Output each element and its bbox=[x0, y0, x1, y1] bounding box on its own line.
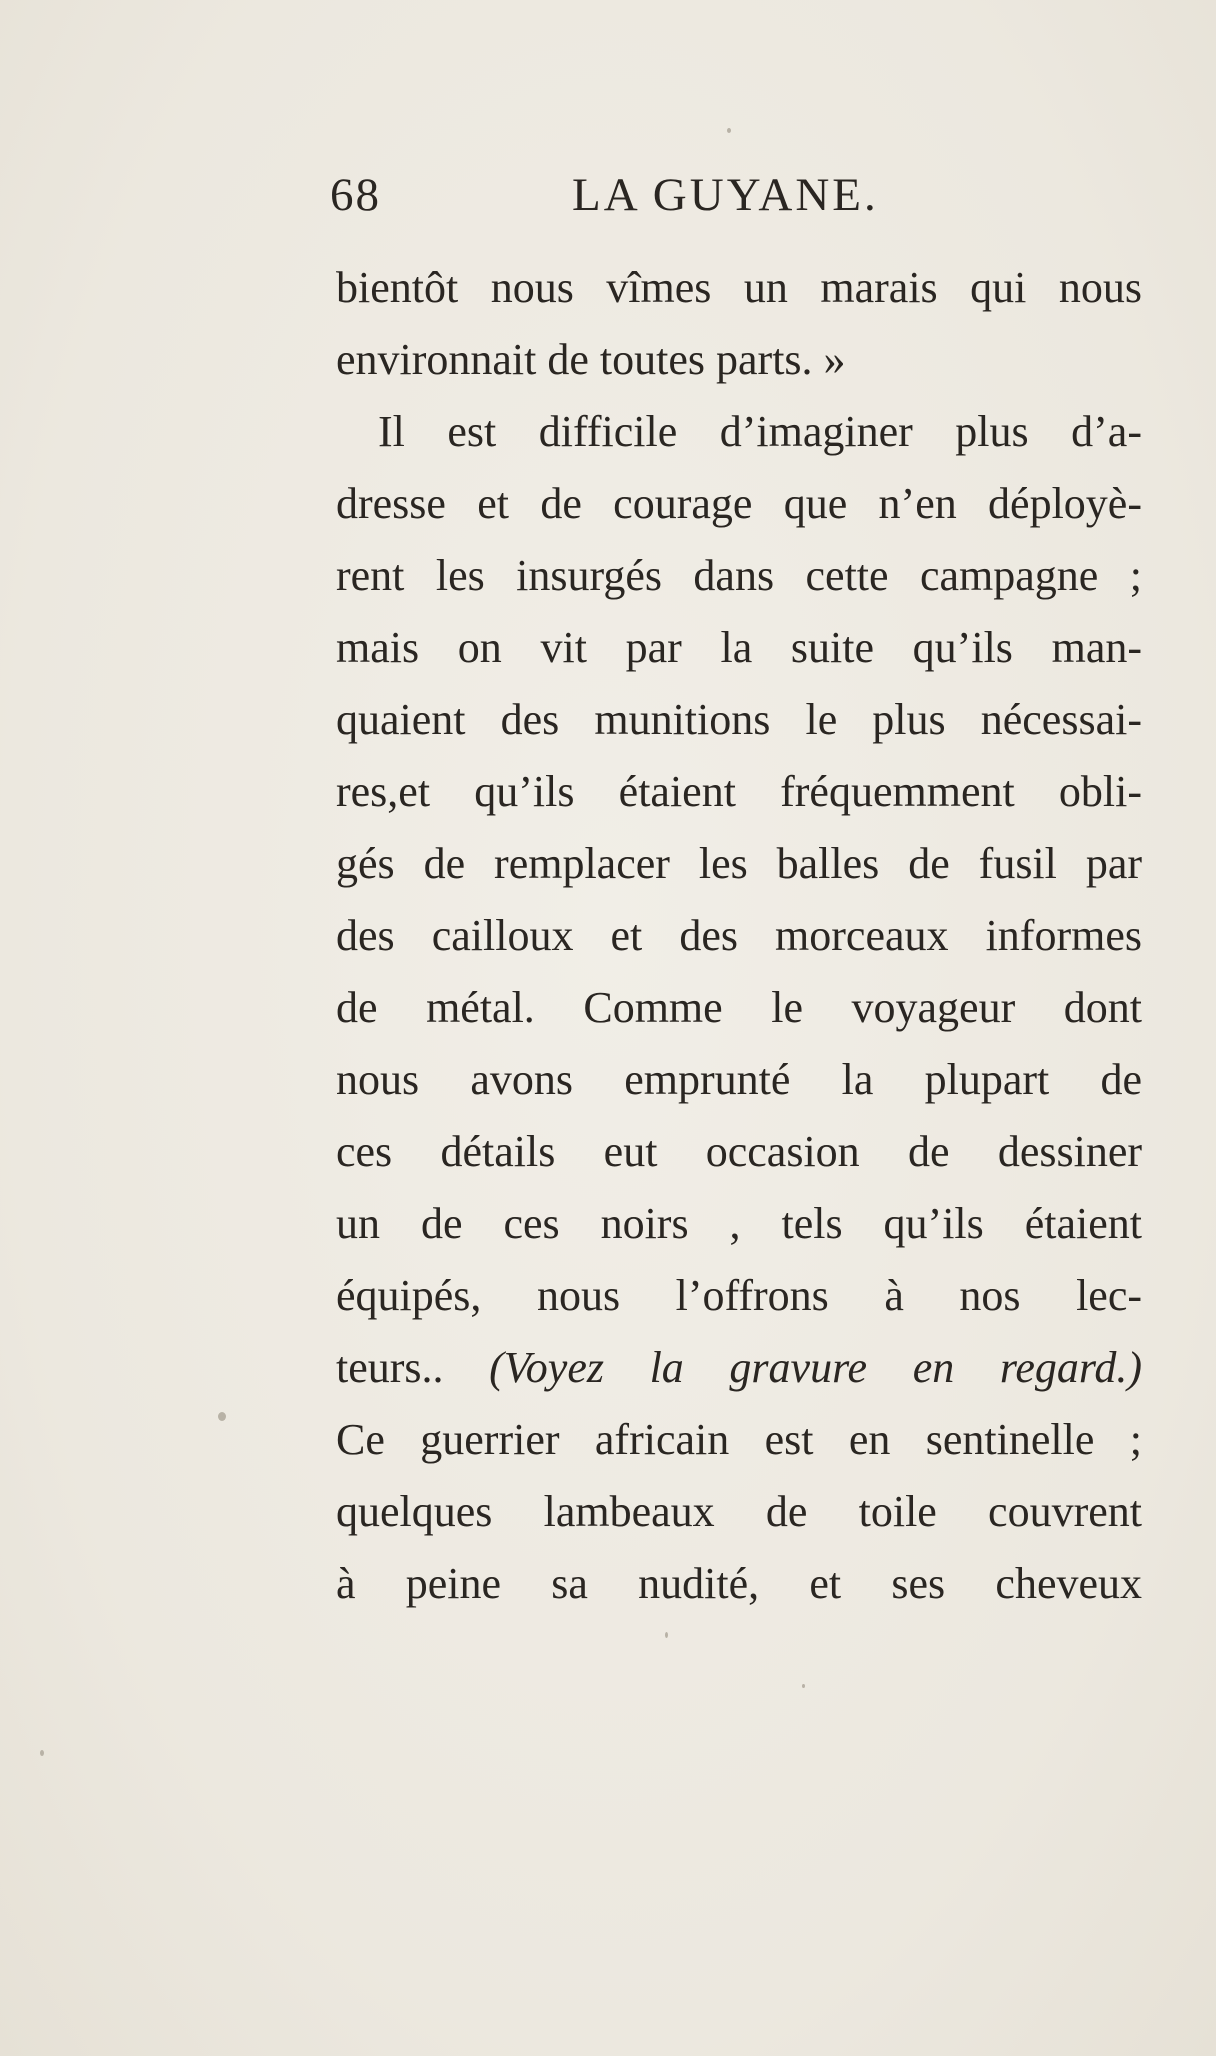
paper-speck bbox=[727, 128, 731, 133]
body-text bbox=[336, 252, 1142, 1620]
text-line: dresse et de courage que n’en déployè- bbox=[336, 479, 1142, 528]
text-line: de métal. Comme le voyageur dont bbox=[336, 983, 1142, 1032]
text-line: des cailloux et des morceaux informes bbox=[336, 911, 1142, 960]
paper-speck bbox=[665, 1632, 668, 1638]
text-line: res,et qu’ils étaient fréquemment obli- bbox=[336, 767, 1142, 816]
text-line: Ce guerrier africain est en sentinelle ; bbox=[336, 1415, 1142, 1464]
text-line: quelques lambeaux de toile couvrent bbox=[336, 1487, 1142, 1536]
text-line: Il est difficile d’imaginer plus d’a- bbox=[378, 407, 1142, 456]
page-header bbox=[330, 168, 890, 228]
text-line: gés de remplacer les balles de fusil par bbox=[336, 839, 1142, 888]
text-line: quaient des munitions le plus nécessai- bbox=[336, 695, 1142, 744]
text-line: un de ces noirs , tels qu’ils étaient bbox=[336, 1199, 1142, 1248]
text-line bbox=[336, 1332, 1142, 1404]
text-line: mais on vit par la suite qu’ils man- bbox=[336, 623, 1142, 672]
text-line: bientôt nous vîmes un marais qui nous bbox=[336, 263, 1142, 312]
text-line: ces détails eut occasion de dessiner bbox=[336, 1127, 1142, 1176]
text-line: environnait de toutes parts. » bbox=[336, 335, 846, 384]
paper-speck bbox=[218, 1412, 226, 1421]
text-line: équipés, nous l’offrons à nos lec- bbox=[336, 1271, 1142, 1320]
plate-reference: (Voyez la gravure en regard.) bbox=[489, 1343, 1142, 1392]
page-number: 68 bbox=[330, 169, 381, 221]
text-line: nous avons emprunté la plupart de bbox=[336, 1055, 1142, 1104]
text-roman: teurs.. bbox=[336, 1343, 490, 1392]
running-head: LA GUYANE. bbox=[572, 169, 879, 221]
text-line: rent les insurgés dans cette campagne ; bbox=[336, 551, 1142, 600]
text-line: à peine sa nudité, et ses cheveux bbox=[336, 1559, 1142, 1608]
paper-speck bbox=[802, 1684, 805, 1688]
paper-speck bbox=[40, 1750, 44, 1756]
